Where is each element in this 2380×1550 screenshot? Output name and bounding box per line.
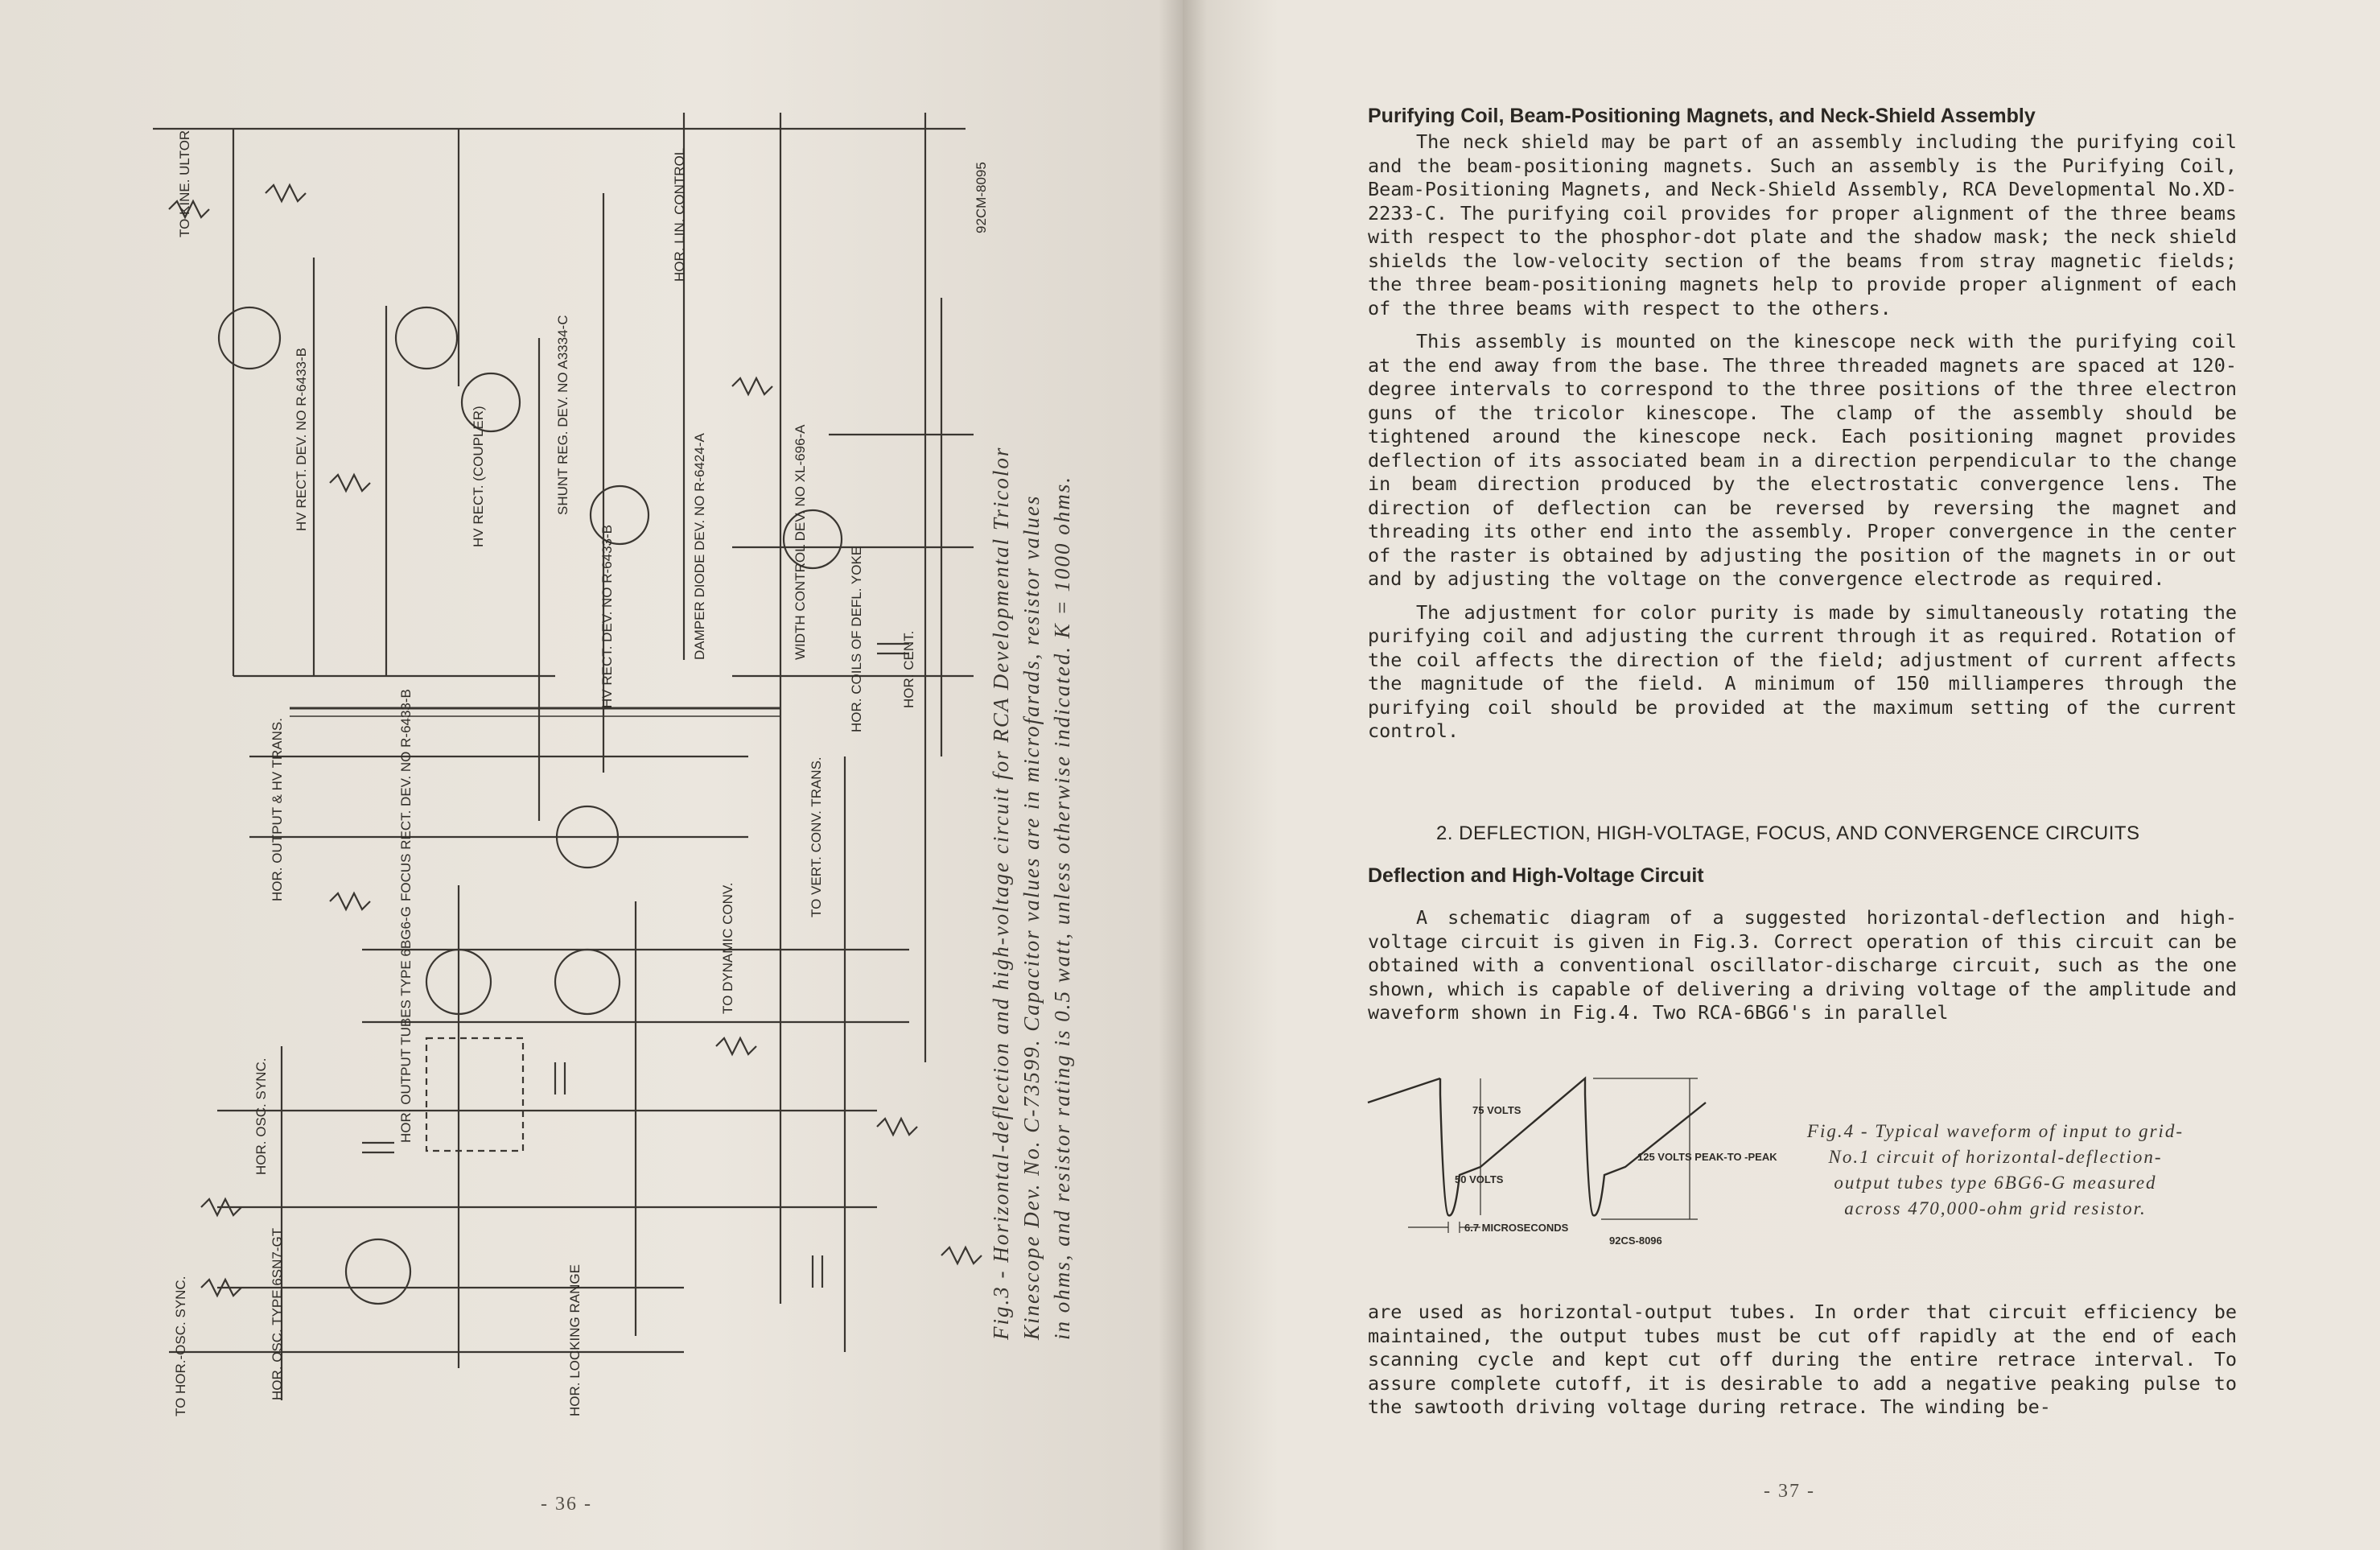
fig3-caption-line: in ohms, and resistor rating is 0.5 watt, unless otherwise indicated. K = 1000 ohms. bbox=[1050, 475, 1074, 1340]
fig4-label-50: 50 VOLTS bbox=[1455, 1173, 1504, 1185]
fig3-schematic bbox=[121, 97, 1006, 1433]
heading-deflection-hv: Deflection and High-Voltage Circuit bbox=[1368, 864, 1704, 887]
svg-text:HV RECT. (COUPLER): HV RECT. (COUPLER) bbox=[471, 406, 486, 547]
fig3-caption-line: Kinescope Dev. No. C-73599. Capacitor values are in microfarads, resistor values bbox=[1019, 494, 1044, 1340]
fig4-caption-line: No.1 circuit of horizontal-deflection- bbox=[1828, 1147, 2163, 1167]
svg-text:HOR. LIN. CONTROL: HOR. LIN. CONTROL bbox=[672, 147, 687, 282]
fig4-label-125: 125 VOLTS PEAK-TO -PEAK bbox=[1637, 1151, 1777, 1163]
svg-text:TO VERT. CONV. TRANS.: TO VERT. CONV. TRANS. bbox=[809, 756, 824, 917]
paragraph: The adjustment for color purity is made by simultaneously rotating the purifying coil and adjusting the current through it as required. Rotation of the coil affects the direction of the field; adjustment of current affects the magnitude of the field. A minimum of 150 milliamperes through the purifying coil should be provided at the maximum setting of the current control. bbox=[1368, 600, 2237, 742]
svg-text:HOR. OUTPUT TUBES TYPE 6BG6-G: HOR. OUTPUT TUBES TYPE 6BG6-G bbox=[398, 906, 414, 1143]
svg-text:92CM-8095: 92CM-8095 bbox=[974, 162, 989, 233]
left-page bbox=[0, 0, 1183, 1550]
svg-text:HOR. OSC. SYNC.: HOR. OSC. SYNC. bbox=[253, 1057, 269, 1175]
right-page-body-1 bbox=[1368, 130, 2237, 744]
heading-purifying-coil: Purifying Coil, Beam-Positioning Magnets, and Neck-Shield Assembly bbox=[1368, 105, 2036, 127]
svg-text:TO HOR.-OSC. SYNC.: TO HOR.-OSC. SYNC. bbox=[173, 1276, 188, 1416]
right-page-body-3 bbox=[1368, 1301, 2237, 1420]
svg-text:DAMPER DIODE DEV. NO R-6424-A: DAMPER DIODE DEV. NO R-6424-A bbox=[692, 433, 707, 660]
fig3-caption-line: Fig.3 - Horizontal-deflection and high-voltage circuit for RCA Developmental Tricolor bbox=[989, 446, 1013, 1340]
fig4-label-microseconds: 6.7 MICROSECONDS bbox=[1464, 1222, 1569, 1234]
fig4-waveform bbox=[1360, 1062, 1777, 1247]
fig4-caption-line: across 470,000-ohm grid resistor. bbox=[1844, 1198, 2147, 1218]
right-page-body-2 bbox=[1368, 906, 2237, 1025]
svg-text:SHUNT REG. DEV. NO A3334-C: SHUNT REG. DEV. NO A3334-C bbox=[555, 315, 570, 515]
paragraph: A schematic diagram of a suggested horizontal-deflection and high-voltage circuit is given in Fig.3. Correct operation of this circuit can be obtained with a conventional oscillator-discharge circuit, such as the one shown, which is capable of delivering a driving voltage of the amplitude and waveform shown in Fig.4. Two RCA-6BG6's in parallel bbox=[1368, 906, 2237, 1024]
fig4-caption-line: Fig.4 - Typical waveform of input to grid- bbox=[1806, 1121, 2184, 1141]
svg-text:HOR. LOCKING RANGE: HOR. LOCKING RANGE bbox=[567, 1264, 583, 1416]
svg-text:HOR. COILS OF DEFL. YOKE: HOR. COILS OF DEFL. YOKE bbox=[849, 546, 864, 732]
fig4-label-75: 75 VOLTS bbox=[1472, 1104, 1521, 1116]
svg-text:HOR. OUTPUT & HV TRANS.: HOR. OUTPUT & HV TRANS. bbox=[270, 718, 285, 901]
svg-text:FOCUS RECT. DEV. NO R-6433-B: FOCUS RECT. DEV. NO R-6433-B bbox=[398, 689, 414, 901]
svg-text:HV RECT. DEV. NO R-6433-B: HV RECT. DEV. NO R-6433-B bbox=[294, 348, 309, 531]
paragraph: This assembly is mounted on the kinescope neck with the purifying coil at the end away from the base. The three threaded magnets are spaced at 120-degree intervals to correspond to the three positions of the three electron guns of the tricolor kinescope. The clamp of the assembly should be tightened around the kinescope neck. Each positioning magnet provides deflection of its associated beam in a direction perpendicular to the change in beam direction produced by the electrostatic convergence lens. The direction of deflection can be reversed by reversing the magnet and threading its other end into the assembly. Proper convergence in the center of the raster is obtained by adjusting the position of the magnets in or out and by adjusting the voltage on the convergence electrode as required. bbox=[1368, 330, 2237, 590]
paragraph: The neck shield may be part of an assembly including the purifying coil and the beam-positioning magnets. Such an assembly is the Purifying Coil, Beam-Positioning Magnets, and Neck-Shield Assembly, RCA Developmental No.XD-2233-C. The purifying coil provides for proper alignment of the three beams with respect to the phosphor-dot plate and the shadow mask; the neck shield shields the low-velocity section of the beams from stray magnetic fields; the three beam-positioning magnets help to provide proper alignment of each of the three beams with respect to the others. bbox=[1368, 130, 2237, 319]
book-gutter bbox=[1159, 0, 1207, 1550]
svg-text:HV RECT. DEV. NO R-6433-B: HV RECT. DEV. NO R-6433-B bbox=[599, 525, 615, 708]
fig3-caption bbox=[986, 205, 1077, 1340]
svg-text:TO DYNAMIC CONV.: TO DYNAMIC CONV. bbox=[720, 882, 735, 1014]
page-number-right: - 37 - bbox=[1764, 1481, 1815, 1502]
page-number-left: - 36 - bbox=[541, 1494, 592, 1515]
svg-text:TO KINE. ULTOR: TO KINE. ULTOR bbox=[177, 130, 192, 237]
svg-text:WIDTH CONTROL DEV. NO XL-696-A: WIDTH CONTROL DEV. NO XL-696-A bbox=[793, 424, 808, 660]
svg-text:HOR. CENT.: HOR. CENT. bbox=[901, 630, 916, 708]
fig4-code: 92CS-8096 bbox=[1609, 1235, 1662, 1247]
paragraph: are used as horizontal-output tubes. In order that circuit efficiency be maintained, the output tubes must be cut off rapidly at the end of each scanning cycle and kept cut off during the entire retrace interval. To assure complete cutoff, it is desirable to add a negative peaking pulse to the sawtooth driving voltage during retrace. The winding be- bbox=[1368, 1301, 2237, 1418]
fig4-caption bbox=[1738, 1119, 2253, 1222]
fig4-caption-line: output tubes type 6BG6-G measured bbox=[1834, 1173, 2157, 1193]
svg-text:HOR. OSC. TYPE 6SN7-GT: HOR. OSC. TYPE 6SN7-GT bbox=[270, 1227, 285, 1400]
section-title-deflection: 2. DEFLECTION, HIGH-VOLTAGE, FOCUS, AND CONVERGENCE CIRCUITS bbox=[1436, 822, 2140, 844]
